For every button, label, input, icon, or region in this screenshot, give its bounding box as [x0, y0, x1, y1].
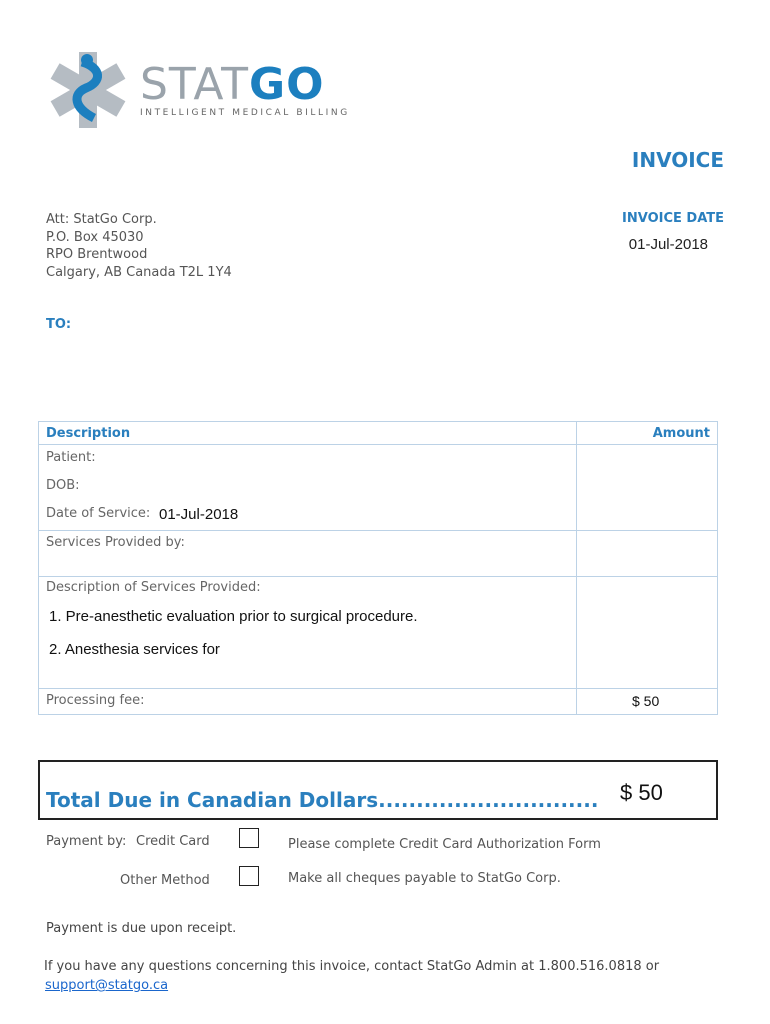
service-date-label: Date of Service:: [46, 506, 151, 521]
from-address: [46, 211, 232, 281]
brand-go: GO: [248, 59, 325, 110]
invoice-date-label: INVOICE DATE: [622, 211, 724, 226]
column-header-description: Description: [46, 426, 131, 441]
other-method-note: Make all cheques payable to StatGo Corp.: [288, 871, 561, 886]
dob-label: DOB:: [46, 478, 80, 493]
other-method-label: Other Method: [120, 873, 210, 888]
invoice-table: [38, 421, 718, 715]
column-header-amount: Amount: [652, 426, 710, 441]
other-method-checkbox[interactable]: [239, 866, 259, 886]
description-services-label: Description of Services Provided:: [46, 580, 261, 595]
provided-by-label: Services Provided by:: [46, 535, 185, 550]
invoice-title: INVOICE: [631, 148, 724, 172]
invoice-date-value: 01-Jul-2018: [628, 236, 708, 253]
table-row-divider: [38, 576, 718, 577]
table-row-divider: [38, 530, 718, 531]
contact-note: If you have any questions concerning this invoice, contact StatGo Admin at 1.800.516.0818 or: [44, 959, 660, 974]
total-label: Total Due in Canadian Dollars.............................: [46, 788, 599, 812]
processing-fee-value: $ 50: [632, 693, 660, 709]
brand-stat: STAT: [140, 59, 249, 110]
patient-label: Patient:: [46, 450, 96, 465]
processing-fee-label: Processing fee:: [46, 693, 145, 708]
table-row-divider: [38, 688, 718, 689]
payment-by-label: Payment by:: [46, 834, 127, 849]
credit-card-label: Credit Card: [136, 834, 210, 849]
credit-card-checkbox[interactable]: [239, 828, 259, 848]
payment-due-note: Payment is due upon receipt.: [46, 921, 237, 936]
total-value: $ 50: [620, 780, 663, 805]
service-item: 1. Pre-anesthetic evaluation prior to surgical procedure.: [49, 608, 418, 625]
to-label: TO:: [46, 317, 72, 332]
brand-wordmark: [140, 60, 324, 110]
table-column-divider: [576, 421, 577, 715]
address-line: RPO Brentwood: [46, 247, 148, 262]
service-date-value: 01-Jul-2018: [159, 506, 239, 523]
address-line: P.O. Box 45030: [46, 229, 144, 245]
support-email-link[interactable]: support@statgo.ca: [45, 978, 169, 993]
address-line: Calgary, AB Canada T2L 1Y4: [46, 264, 232, 280]
address-line: Att: StatGo Corp.: [46, 212, 157, 227]
table-header-divider: [38, 444, 718, 445]
credit-card-note: Please complete Credit Card Authorization Form: [288, 837, 601, 852]
service-item: 2. Anesthesia services for: [49, 641, 220, 658]
brand-tagline: INTELLIGENT MEDICAL BILLING: [140, 108, 350, 118]
